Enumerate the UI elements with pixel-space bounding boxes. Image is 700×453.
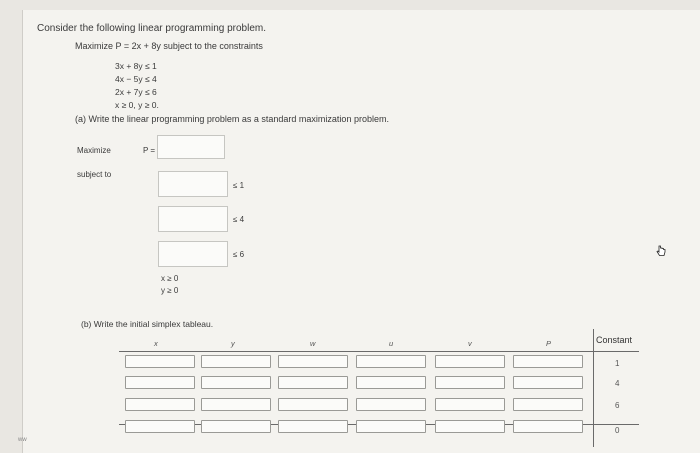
tableau-cell-r2-u[interactable] bbox=[356, 376, 426, 389]
constant-row-2: 4 bbox=[615, 379, 620, 388]
tableau-cell-r1-p[interactable] bbox=[513, 355, 583, 368]
maximize-label: Maximize bbox=[77, 146, 111, 155]
hand-cursor-icon bbox=[655, 245, 667, 257]
nonneg-y: y ≥ 0 bbox=[161, 286, 179, 295]
objective-input[interactable] bbox=[157, 135, 225, 159]
constant-row-3: 6 bbox=[615, 401, 620, 410]
constraint-1-rhs: ≤ 1 bbox=[233, 181, 245, 190]
tableau-cell-r3-p[interactable] bbox=[513, 398, 583, 411]
subject-to-label: subject to bbox=[77, 170, 112, 179]
nonneg-x: x ≥ 0 bbox=[161, 274, 179, 283]
constraint-3-rhs: ≤ 6 bbox=[233, 250, 245, 259]
tableau-cell-r3-u[interactable] bbox=[356, 398, 426, 411]
constant-header: Constant bbox=[596, 335, 633, 345]
tableau-cell-r2-x[interactable] bbox=[125, 376, 195, 389]
constraint-2-input[interactable] bbox=[158, 206, 228, 232]
tableau-cell-r4-v[interactable] bbox=[435, 420, 505, 433]
tableau-cell-r4-x[interactable] bbox=[125, 420, 195, 433]
part-a-prompt: (a) Write the linear programming problem as a standard maximization problem. bbox=[75, 114, 389, 124]
constant-row-4: 0 bbox=[615, 426, 620, 435]
tableau-header-line bbox=[119, 351, 639, 352]
constraint-1: 3x + 8y ≤ 1 bbox=[115, 61, 157, 71]
tableau-cell-r1-v[interactable] bbox=[435, 355, 505, 368]
tableau-cell-r4-u[interactable] bbox=[356, 420, 426, 433]
constraint-nonneg: x ≥ 0, y ≥ 0. bbox=[115, 100, 159, 110]
objective-text: Maximize P = 2x + 8y subject to the constraints bbox=[75, 41, 263, 51]
tableau-cell-r3-x[interactable] bbox=[125, 398, 195, 411]
tableau-cell-r1-w[interactable] bbox=[278, 355, 348, 368]
constraint-2-rhs: ≤ 4 bbox=[233, 215, 245, 224]
tableau-cell-r4-w[interactable] bbox=[278, 420, 348, 433]
tableau-cell-r2-y[interactable] bbox=[201, 376, 271, 389]
header-w: w bbox=[310, 339, 316, 348]
header-p: P bbox=[546, 339, 552, 348]
constant-row-1: 1 bbox=[615, 359, 620, 368]
tableau-cell-r2-w[interactable] bbox=[278, 376, 348, 389]
tableau-cell-r1-y[interactable] bbox=[201, 355, 271, 368]
constraint-1-input[interactable] bbox=[158, 171, 228, 197]
constraint-2: 4x − 5y ≤ 4 bbox=[115, 74, 157, 84]
tableau-cell-r1-u[interactable] bbox=[356, 355, 426, 368]
constraint-3-input[interactable] bbox=[158, 241, 228, 267]
header-x: x bbox=[154, 339, 158, 348]
part-b-prompt: (b) Write the initial simplex tableau. bbox=[81, 319, 214, 329]
header-u: u bbox=[389, 339, 394, 348]
tableau-cell-r4-y[interactable] bbox=[201, 420, 271, 433]
constraint-3: 2x + 7y ≤ 6 bbox=[115, 87, 157, 97]
corner-mark: ww bbox=[18, 437, 27, 443]
header-v: v bbox=[468, 339, 472, 348]
tableau-cell-r3-y[interactable] bbox=[201, 398, 271, 411]
tableau-cell-r2-p[interactable] bbox=[513, 376, 583, 389]
problem-panel bbox=[22, 10, 700, 453]
tableau-cell-r3-v[interactable] bbox=[435, 398, 505, 411]
tableau-cell-r4-p[interactable] bbox=[513, 420, 583, 433]
p-label: P = bbox=[143, 146, 156, 155]
tableau-cell-r2-v[interactable] bbox=[435, 376, 505, 389]
header-y: y bbox=[231, 339, 235, 348]
tableau-cell-r3-w[interactable] bbox=[278, 398, 348, 411]
tableau-cell-r1-x[interactable] bbox=[125, 355, 195, 368]
problem-intro: Consider the following linear programming problem. bbox=[37, 23, 266, 34]
